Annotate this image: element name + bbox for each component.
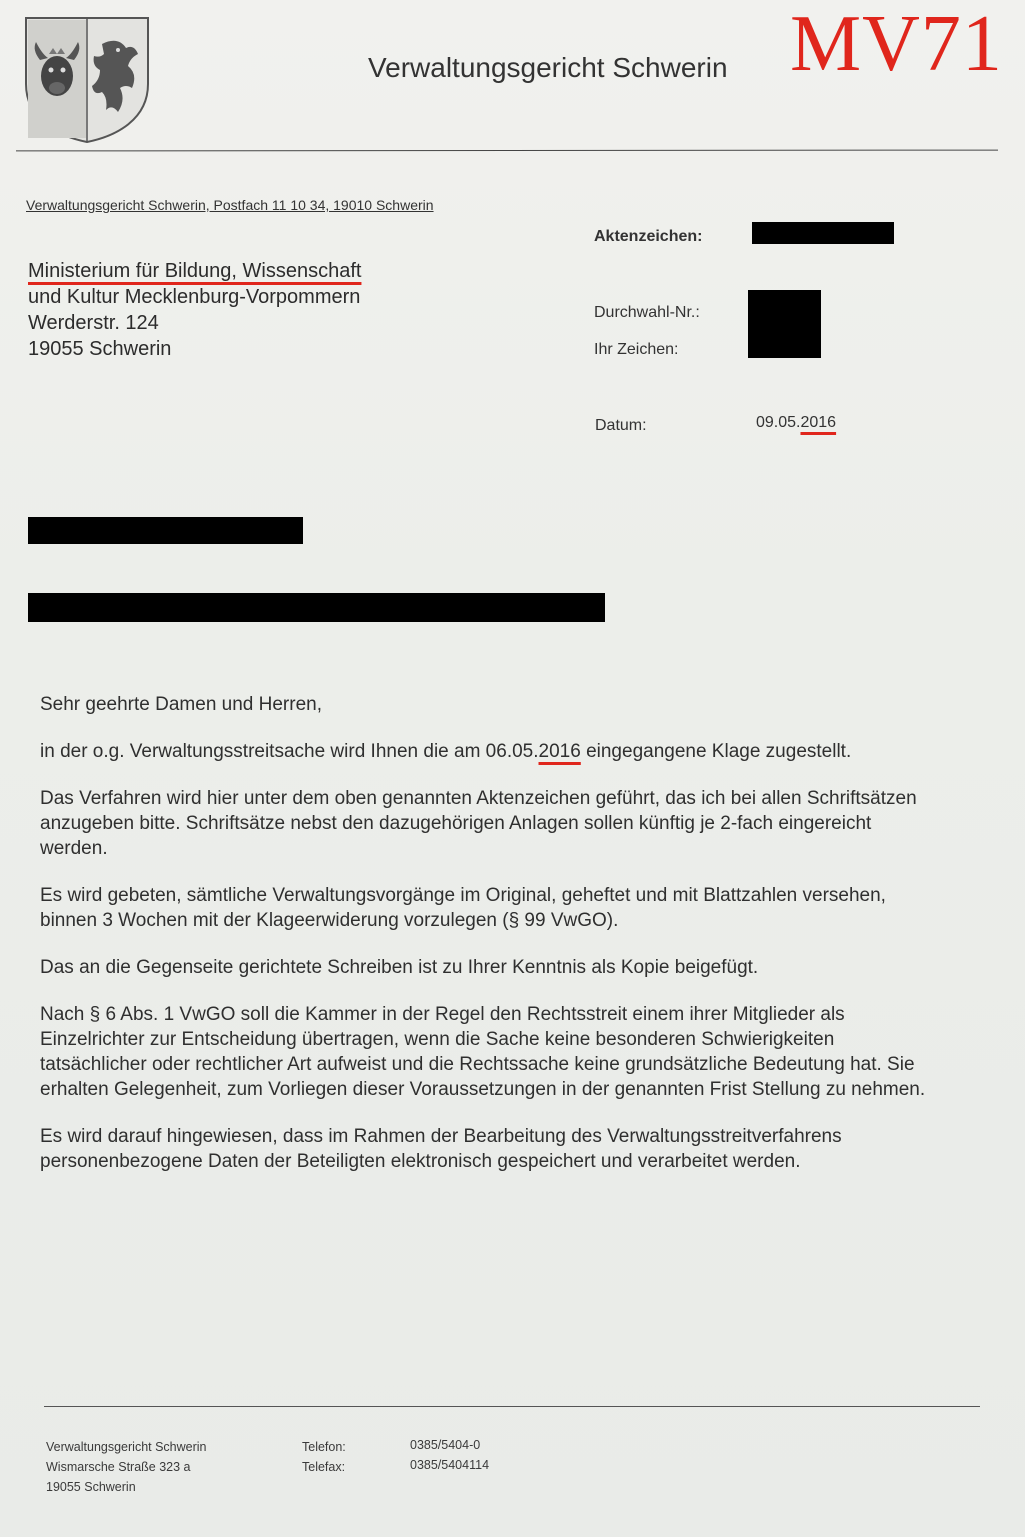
footer-city: 19055 Schwerin — [46, 1480, 136, 1494]
paragraph-2: Das Verfahren wird hier unter dem oben genannten Aktenzeichen geführt, das ich bei allen Schriftsätzen anzugeben bitte. Schriftsätze nebst den dazugehörigen Anlagen sollen künftig je 2-fach eingereicht werden. — [40, 788, 917, 859]
salutation: Sehr geehrte Damen und Herren, — [40, 694, 322, 715]
coat-of-arms-icon — [22, 14, 152, 144]
paragraph-5: Nach § 6 Abs. 1 VwGO soll die Kammer in der Regel den Rechtsstreit einem ihrer Mitglieder als Einzelrichter zur Entscheidung übertragen, wenn die Sache keine besonderen Schwierigkeiten tatsächlicher oder rechtlicher Art aufweist und die Rechtssache keine grundsätzliche Bedeutung hat. Sie erhalten Gelegenheit, zum Vorliegen dieser Voraussetzungen in der genannten Frist Stellung zu nehmen. — [40, 1004, 926, 1100]
datum-label: Datum: — [595, 417, 647, 434]
datum-year: 2016 — [800, 414, 837, 431]
paragraph-6: Es wird darauf hingewiesen, dass im Rahmen der Bearbeitung des Verwaltungsstreitverfahrens personenbezogene Daten der Beteiligten elektronisch gespeichert und verarbeitet werden. — [40, 1126, 842, 1172]
subject-redaction-1 — [28, 517, 303, 544]
datum-value — [756, 414, 836, 432]
ihr-zeichen-label: Ihr Zeichen: — [594, 341, 679, 358]
paragraph-3: Es wird gebeten, sämtliche Verwaltungsvorgänge im Original, geheftet und mit Blattzahlen versehen, binnen 3 Wochen mit der Klageerwiderung vorzulegen (§ 99 VwGO). — [40, 885, 886, 931]
durchwahl-redaction — [748, 290, 821, 358]
footer-telefax-label: Telefax: — [302, 1460, 346, 1474]
recipient-line-1: Ministerium für Bildung, Wissenschaft — [28, 260, 362, 282]
case-stamp: MV71 — [790, 0, 1003, 88]
paragraph-1 — [40, 739, 940, 764]
footer-street: Wismarsche Straße 323 a — [46, 1460, 191, 1474]
paragraph-1-start: in der o.g. Verwaltungsstreitsache wird Ihnen die am 06.05. — [40, 741, 539, 762]
footer-labels — [302, 1437, 346, 1477]
letter-body — [40, 692, 940, 1196]
sender-return-address: Verwaltungsgericht Schwerin, Postfach 11 10 34, 19010 Schwerin — [26, 197, 434, 213]
footer-name: Verwaltungsgericht Schwerin — [46, 1440, 207, 1454]
footer-numbers — [410, 1435, 489, 1475]
footer-telefon-label: Telefon: — [302, 1440, 346, 1454]
aktenzeichen-label: Aktenzeichen: — [594, 228, 703, 245]
aktenzeichen-redaction — [752, 222, 894, 244]
recipient-line-3: Werderstr. 124 — [28, 312, 159, 334]
court-name: Verwaltungsgericht Schwerin — [368, 52, 728, 83]
footer-divider — [44, 1406, 980, 1407]
footer-address — [46, 1437, 207, 1497]
recipient-line-4: 19055 Schwerin — [28, 338, 172, 360]
datum-prefix: 09.05. — [756, 414, 801, 431]
header-divider — [16, 150, 998, 152]
subject-redaction-2 — [28, 593, 605, 622]
footer-telefon: 0385/5404-0 — [410, 1438, 481, 1452]
paragraph-4: Das an die Gegenseite gerichtete Schreiben ist zu Ihrer Kenntnis als Kopie beigefügt. — [40, 957, 759, 978]
recipient-line-2: und Kultur Mecklenburg-Vorpommern — [28, 286, 361, 308]
durchwahl-label: Durchwahl-Nr.: — [594, 304, 700, 321]
recipient-address — [28, 258, 361, 362]
footer-telefax: 0385/5404114 — [410, 1458, 490, 1472]
paragraph-1-year: 2016 — [538, 741, 581, 762]
paragraph-1-end: eingegangene Klage zugestellt. — [580, 741, 852, 762]
